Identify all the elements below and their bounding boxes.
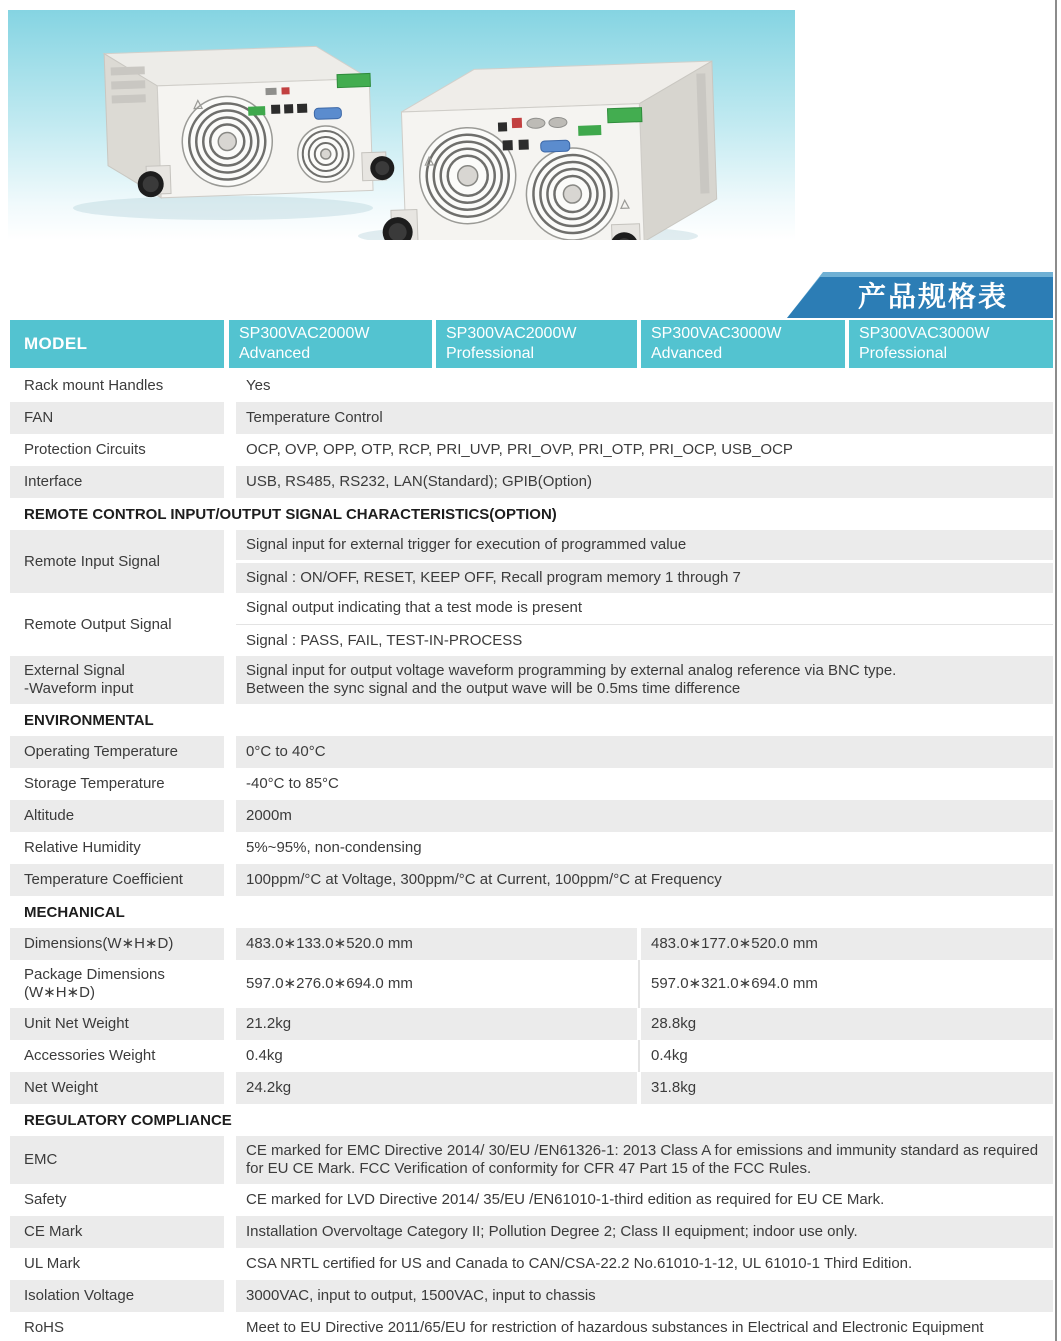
row-fan (10, 402, 1053, 434)
row-label: Dimensions(W∗H∗D) (10, 928, 224, 960)
row-remote-input-signal (10, 530, 1053, 593)
column-header-3000w-advanced (641, 320, 845, 368)
row-storage-temperature (10, 768, 1053, 800)
label-line1: Package Dimensions (24, 966, 165, 983)
left-unit-side-vent (112, 94, 146, 103)
value-3000w: 31.8kg (641, 1072, 1053, 1104)
left-unit-side-vent (111, 66, 145, 75)
value-line2: Between the sync signal and the output wave will be 0.5ms time difference (246, 680, 741, 697)
spec-table (10, 320, 1053, 1341)
row-rohs (10, 1312, 1053, 1341)
model-name: SP300VAC3000W (651, 325, 782, 342)
column-gutter (224, 1136, 236, 1184)
row-unit-net-weight (10, 1008, 1053, 1040)
row-label: Net Weight (10, 1072, 224, 1104)
row-value: 3000VAC, input to output, 1500VAC, input to chassis (236, 1280, 1053, 1312)
row-accessories-weight (10, 1040, 1053, 1072)
column-gutter (224, 736, 236, 768)
row-label: Altitude (10, 800, 224, 832)
row-remote-output-signal (10, 593, 1053, 656)
left-unit-connector (297, 104, 307, 113)
left-unit-shadow (73, 196, 373, 220)
label-line1: External Signal (24, 662, 125, 679)
column-gutter (224, 960, 236, 1008)
row-value: -40°C to 85°C (246, 775, 339, 792)
row-label: Temperature Coefficient (10, 864, 224, 896)
column-gutter (224, 1312, 236, 1341)
left-unit-display (337, 73, 370, 87)
value-3000w: 28.8kg (641, 1008, 1053, 1040)
left-unit-connector (265, 88, 276, 95)
column-header-2000w-professional (436, 320, 637, 368)
section-remote-control: REMOTE CONTROL INPUT/OUTPUT SIGNAL CHARACTERISTICS(OPTION) (10, 498, 1053, 530)
label-line2: -Waveform input (24, 680, 134, 697)
row-value: USB, RS485, RS232, LAN(Standard); GPIB(Option) (236, 466, 1053, 498)
column-header-3000w-professional (849, 320, 1053, 368)
spec-banner (787, 272, 1053, 318)
row-value: Signal : PASS, FAIL, TEST-IN-PROCESS (246, 632, 523, 649)
row-label: Storage Temperature (24, 775, 165, 792)
column-divider (638, 960, 640, 1008)
value-2000w: 483.0∗133.0∗520.0 mm (236, 928, 637, 960)
row-safety (10, 1184, 1053, 1216)
right-unit-dsub-connector (541, 140, 570, 152)
section-environmental: ENVIRONMENTAL (10, 704, 1053, 736)
model-variant: Advanced (651, 345, 723, 362)
column-gutter (224, 1008, 236, 1040)
row-value: 5%~95%, non-condensing (246, 839, 422, 856)
right-unit-round-connector (527, 118, 545, 129)
row-dimensions (10, 928, 1053, 960)
row-label (10, 960, 224, 1008)
section-mechanical: MECHANICAL (10, 896, 1053, 928)
column-gutter (224, 530, 236, 593)
column-gutter (224, 1280, 236, 1312)
row-interface (10, 466, 1053, 498)
row-operating-temperature (10, 736, 1053, 768)
column-gutter (224, 864, 236, 896)
column-gutter (224, 656, 236, 704)
left-unit-side-vent (111, 80, 145, 89)
value-stack (236, 593, 1053, 656)
value-stack (236, 530, 1053, 593)
row-value: Installation Overvoltage Category II; Pollution Degree 2; Class II equipment; indoor use only. (236, 1216, 1053, 1248)
right-unit-terminal-block (578, 125, 601, 136)
right-unit-connector (503, 140, 513, 150)
row-value: Meet to EU Directive 2011/65/EU for restriction of hazardous substances in Electrical and Electronic Equipment (246, 1319, 984, 1336)
row-relative-humidity (10, 832, 1053, 864)
row-value: CE marked for EMC Directive 2014/ 30/EU /EN61326-1: 2013 Class A for emissions and immunity standard as required for EU CE Mark. FCC Verification of conformity for CFR 47 Part 15 of the FCC Rules. (236, 1136, 1053, 1184)
column-header-2000w-advanced (229, 320, 432, 368)
table-header-row (10, 320, 1053, 368)
page-right-border (1055, 0, 1057, 1341)
row-ul-mark (10, 1248, 1053, 1280)
row-package-dimensions (10, 960, 1053, 1008)
row-label: Protection Circuits (24, 441, 146, 458)
model-name: SP300VAC2000W (239, 325, 370, 342)
row-value: CE marked for LVD Directive 2014/ 35/EU /EN61010-1-third edition as required for EU CE Mark. (246, 1191, 885, 1208)
column-gutter (224, 768, 236, 800)
row-value: Yes (246, 377, 271, 394)
row-value: 0°C to 40°C (236, 736, 1053, 768)
section-regulatory-compliance: REGULATORY COMPLIANCE (10, 1104, 1053, 1136)
row-label: Accessories Weight (24, 1047, 156, 1064)
column-gutter (224, 434, 236, 466)
row-protection-circuits (10, 434, 1053, 466)
model-variant: Advanced (239, 345, 311, 362)
row-value: Signal output indicating that a test mode is present (246, 599, 583, 616)
left-unit-terminal-block (248, 106, 265, 116)
row-label: UL Mark (24, 1255, 81, 1272)
row-label: Rack mount Handles (24, 377, 164, 394)
right-unit-connector (498, 122, 507, 131)
right-unit-display (607, 108, 641, 123)
column-gutter (224, 402, 236, 434)
product-photo-svg (8, 10, 795, 240)
row-isolation-voltage (10, 1280, 1053, 1312)
row-value: CSA NRTL certified for US and Canada to CAN/CSA-22.2 No.61010-1-12, UL 61010-1 Third Edition. (246, 1255, 913, 1272)
column-gutter (224, 1248, 236, 1280)
value-2000w: 0.4kg (246, 1047, 283, 1064)
value-3000w: 597.0∗321.0∗694.0 mm (651, 975, 818, 992)
label-line2: (W∗H∗D) (24, 984, 95, 1001)
row-label: Interface (10, 466, 224, 498)
row-ce-mark (10, 1216, 1053, 1248)
row-label: Safety (24, 1191, 67, 1208)
right-unit-red-connector (512, 118, 522, 128)
spec-banner-title: 产品规格表 (857, 281, 1008, 312)
value-2000w: 597.0∗276.0∗694.0 mm (246, 975, 413, 992)
row-external-signal-waveform (10, 656, 1053, 704)
column-gutter (224, 1216, 236, 1248)
column-gutter (224, 928, 236, 960)
row-value: 2000m (236, 800, 1053, 832)
row-label: FAN (10, 402, 224, 434)
right-unit-round-connector (549, 117, 567, 128)
column-gutter (224, 1184, 236, 1216)
row-emc (10, 1136, 1053, 1184)
row-label: CE Mark (10, 1216, 224, 1248)
row-value: 100ppm/°C at Voltage, 300ppm/°C at Current, 100ppm/°C at Frequency (236, 864, 1053, 896)
value-3000w: 0.4kg (651, 1047, 688, 1064)
row-label: Remote Output Signal (24, 615, 172, 633)
row-value: Temperature Control (236, 402, 1053, 434)
column-gutter (224, 832, 236, 864)
left-unit-connector (271, 105, 280, 114)
product-photo (8, 10, 795, 240)
row-rack-mount-handles (10, 370, 1053, 402)
row-label: Remote Input Signal (10, 530, 224, 593)
row-value: OCP, OVP, OPP, OTP, RCP, PRI_UVP, PRI_OVP, PRI_OTP, PRI_OCP, USB_OCP (246, 441, 793, 458)
row-altitude (10, 800, 1053, 832)
right-unit-connector (519, 140, 529, 150)
row-label: Unit Net Weight (10, 1008, 224, 1040)
row-divider (236, 624, 1053, 625)
row-value: Signal : ON/OFF, RESET, KEEP OFF, Recall program memory 1 through 7 (236, 563, 1053, 593)
value-3000w: 483.0∗177.0∗520.0 mm (641, 928, 1053, 960)
row-label: RoHS (24, 1319, 65, 1336)
left-unit-dsub-connector (314, 107, 341, 119)
row-temperature-coefficient (10, 864, 1053, 896)
value-2000w: 24.2kg (236, 1072, 637, 1104)
column-gutter (224, 370, 236, 402)
model-header-cell: MODEL (10, 320, 224, 368)
model-name: SP300VAC2000W (446, 325, 577, 342)
column-divider (638, 1040, 640, 1072)
row-label: EMC (10, 1136, 224, 1184)
column-gutter (224, 593, 236, 656)
left-unit-small-fan-icon (297, 125, 355, 183)
model-name: SP300VAC3000W (859, 325, 990, 342)
value-2000w: 21.2kg (236, 1008, 637, 1040)
row-value (236, 656, 1053, 704)
column-gutter (224, 1040, 236, 1072)
column-gutter (224, 466, 236, 498)
model-variant: Professional (446, 345, 535, 362)
row-net-weight (10, 1072, 1053, 1104)
value-line1: Signal input for output voltage waveform programming by external analog reference via BNC type. (246, 662, 897, 679)
row-label: Operating Temperature (10, 736, 224, 768)
left-unit-connector (284, 104, 293, 113)
column-gutter (224, 800, 236, 832)
model-variant: Professional (859, 345, 948, 362)
row-value: Signal input for external trigger for execution of programmed value (236, 530, 1053, 560)
row-label: Relative Humidity (24, 839, 141, 856)
left-unit-red-connector (281, 87, 289, 94)
column-gutter (224, 1072, 236, 1104)
row-label: Isolation Voltage (10, 1280, 224, 1312)
row-label (10, 656, 224, 704)
